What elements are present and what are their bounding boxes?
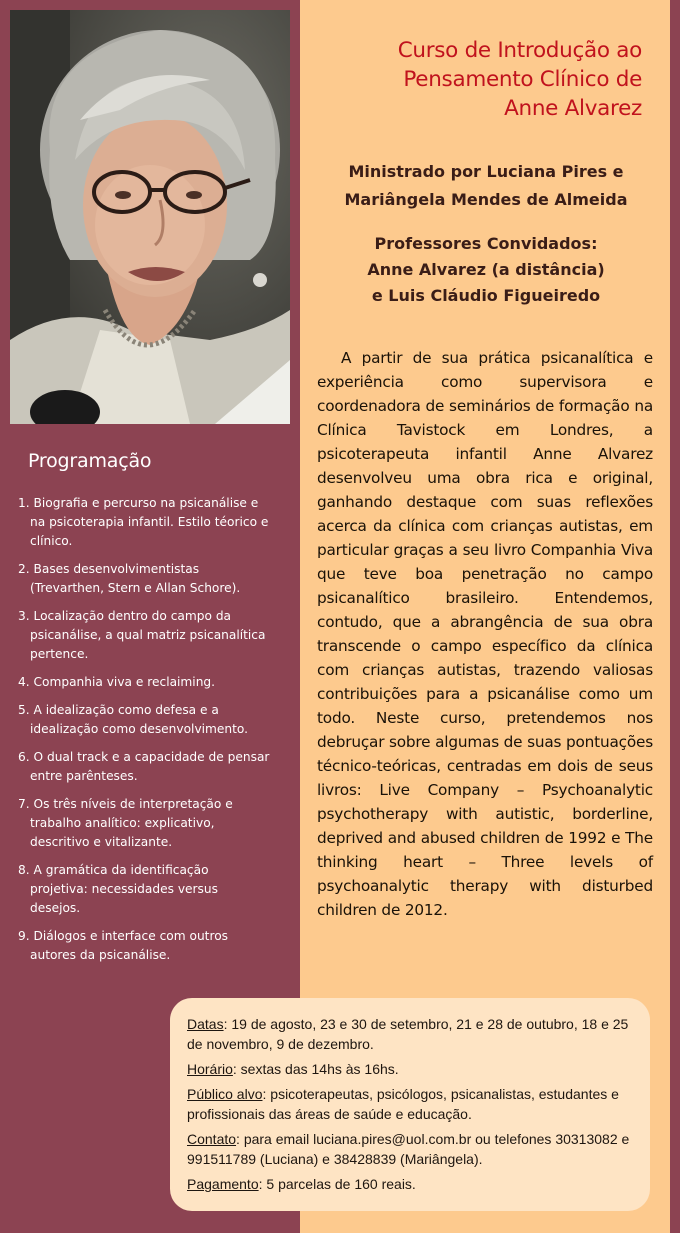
list-item: 9. Diálogos e interface com outros autores da psicanálise. <box>18 929 229 962</box>
course-title-line: Curso de Introdução ao <box>397 38 642 63</box>
horario-label: Horário <box>187 1061 233 1077</box>
contato-label: Contato <box>187 1131 237 1147</box>
publico-value: : psicoterapeutas, psicólogos, psicanalistas, estudantes e profissionais das áreas de saúde e educação. <box>187 1086 619 1122</box>
course-info <box>187 1014 637 1199</box>
publico-label: Público alvo <box>187 1086 263 1102</box>
publico-line <box>187 1084 637 1124</box>
list-item: 7. Os três níveis de interpretação e trabalho analítico: explicativo, descritivo e vitalizante. <box>18 797 233 849</box>
list-item: 6. O dual track e a capacidade de pensar entre parênteses. <box>18 750 270 783</box>
course-title-line: Anne Alvarez <box>504 96 642 121</box>
instructors-heading <box>316 158 656 214</box>
portrait-photo <box>10 10 290 424</box>
list-item: 4. Companhia viva e reclaiming. <box>18 675 216 689</box>
guest-professors-line: e Luis Cláudio Figueiredo <box>371 286 601 305</box>
programacao-list <box>18 494 270 974</box>
list-item: 1. Biografia e percurso na psicanálise e na psicoterapia infantil. Estilo téorico e clínico. <box>18 496 269 548</box>
course-title-line: Pensamento Clínico de <box>403 67 642 92</box>
datas-label: Datas <box>187 1016 224 1032</box>
guest-professors-line: Anne Alvarez (a distância) <box>367 260 605 279</box>
datas-line <box>187 1014 637 1054</box>
list-item: 8. A gramática da identificação projetiva: necessidades versus desejos. <box>18 863 218 915</box>
list-item: 2. Bases desenvolvimentistas (Trevarthen, Stern e Allan Schore). <box>18 562 241 595</box>
contato-line <box>187 1129 637 1169</box>
list-item: 3. Localização dentro do campo da psicanálise, a qual matriz psicanalítica pertence. <box>18 609 266 661</box>
course-description: A partir de sua prática psicanalítica e experiência como supervisora e coordenadora de seminários de formação na Clínica Tavistock em Londres, a psicoterapeuta infantil Anne Alvarez desenvolveu uma obra rica e original, ganhando destaque com suas reflexões acerca da clínica com crianças autistas, em particular graças a seu livro Companhia Viva que teve boa penetração no campo psicanalítico brasileiro. Entendemos, contudo, que a abrangência de sua obra transcende o campo específico da clínica com crianças autistas, trazendo valiosas contribuições para a psicanálise como um todo. Neste curso, pretendemos nos debruçar sobre algumas de suas pontuações técnico-teóricas, centradas em dois de seus livros: Live Company – Psychoanalytic psychotherapy with autistic, borderline, deprived and abused children de 1992 e The thinking heart – Three levels of psychoanalytic therapy with disturbed children de 2012. <box>317 349 653 919</box>
guest-professors-line: Professores Convidados: <box>374 234 598 253</box>
contato-value: : para email luciana.pires@uol.com.br ou telefones 30313082 e 991511789 (Luciana) e 38428839 (Mariângela). <box>187 1131 630 1167</box>
datas-value: : 19 de agosto, 23 e 30 de setembro, 21 e 28 de outubro, 18 e 25 de novembro, 9 de dezembro. <box>187 1016 629 1052</box>
pagamento-line <box>187 1174 637 1194</box>
instructors-line: Mariângela Mendes de Almeida <box>344 190 628 209</box>
right-border-strip <box>670 0 680 1233</box>
guest-professors-heading <box>316 231 656 309</box>
instructors-line: Ministrado por Luciana Pires e <box>348 162 624 181</box>
horario-line <box>187 1059 637 1079</box>
pagamento-value: : 5 parcelas de 160 reais. <box>258 1176 416 1192</box>
programacao-heading: Programação <box>28 450 152 472</box>
pagamento-label: Pagamento <box>187 1176 259 1192</box>
list-item: 5. A idealização como defesa e a idealização como desenvolvimento. <box>18 703 249 736</box>
course-title <box>398 36 642 123</box>
horario-value: : sextas das 14hs às 16hs. <box>232 1061 399 1077</box>
